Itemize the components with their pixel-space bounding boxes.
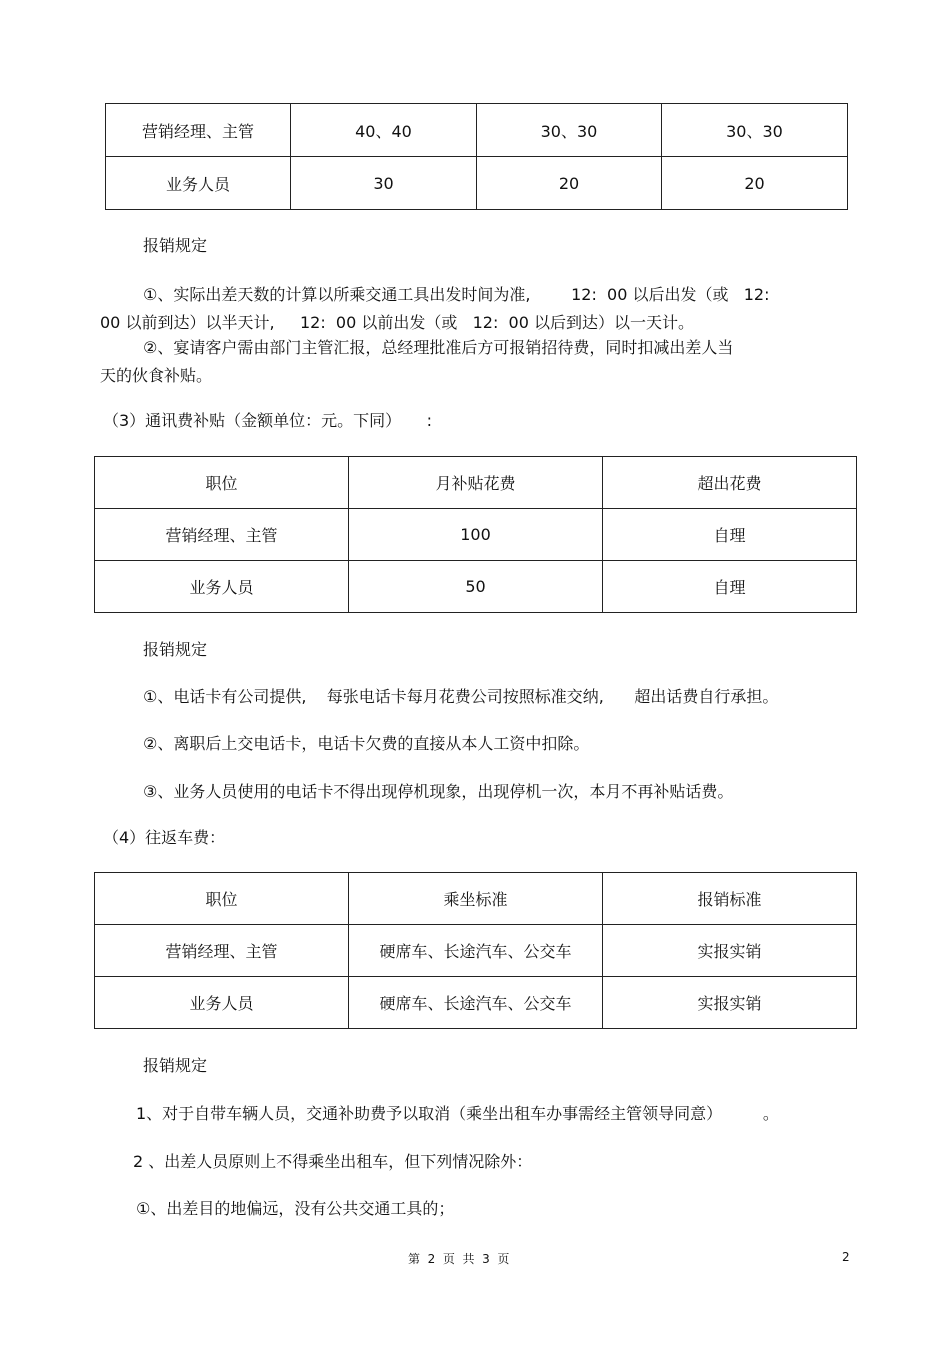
table-cell: 30 <box>291 157 477 210</box>
paragraph-line: ②、宴请客户需由部门主管汇报，总经理批准后方可报销招待费，同时扣减出差人当 <box>143 338 734 357</box>
table-cell: 营销经理、主管 <box>95 509 349 561</box>
paragraph-line: 2 、出差人员原则上不得乘坐出租车，但下列情况除外： <box>133 1152 533 1171</box>
table-cell: 营销经理、主管 <box>95 925 349 977</box>
table-header-cell: 职位 <box>95 457 349 509</box>
table-cell: 30、30 <box>477 104 662 157</box>
table-cell: 业务人员 <box>95 977 349 1029</box>
table-cell: 业务人员 <box>106 157 291 210</box>
table-cell: 实报实销 <box>603 977 857 1029</box>
paragraph-line: 1、对于自带车辆人员，交通补助费予以取消（乘坐出租车办事需经主管领导同意） 。 <box>136 1104 779 1123</box>
table-cell: 硬席车、长途汽车、公交车 <box>349 977 603 1029</box>
table-row <box>106 157 848 210</box>
table-cell: 100 <box>349 509 603 561</box>
paragraph-line: ②、离职后上交电话卡，电话卡欠费的直接从本人工资中扣除。 <box>143 734 590 753</box>
table-cell: 营销经理、主管 <box>106 104 291 157</box>
table-cell: 自理 <box>603 561 857 613</box>
section-heading: 报销规定 <box>143 1056 208 1075</box>
travel-allowance-table-continued <box>105 103 848 210</box>
table-cell: 实报实销 <box>603 925 857 977</box>
table-cell: 40、40 <box>291 104 477 157</box>
communication-allowance-table <box>94 456 857 613</box>
table-header-row <box>95 873 857 925</box>
table-cell: 20 <box>477 157 662 210</box>
table-header-cell: 职位 <box>95 873 349 925</box>
page-number: 2 <box>842 1250 850 1264</box>
table-row <box>95 977 857 1029</box>
section-title: （4）往返车费： <box>103 828 226 847</box>
section-heading: 报销规定 <box>143 640 208 659</box>
table-header-row <box>95 457 857 509</box>
table-cell: 30、30 <box>662 104 848 157</box>
paragraph-line: ①、出差目的地偏远，没有公共交通工具的； <box>136 1199 455 1218</box>
paragraph-line: ①、电话卡有公司提供, 每张电话卡每月花费公司按照标准交纳, 超出话费自行承担。 <box>143 687 779 706</box>
table-cell: 20 <box>662 157 848 210</box>
paragraph-line: ①、实际出差天数的计算以所乘交通工具出发时间为准, 12: 00 以后出发（或 12: <box>143 285 770 304</box>
table-header-cell: 月补贴花费 <box>349 457 603 509</box>
section-heading: 报销规定 <box>143 236 208 255</box>
table-cell: 自理 <box>603 509 857 561</box>
table-header-cell: 报销标准 <box>603 873 857 925</box>
table-row <box>106 104 848 157</box>
table-cell: 50 <box>349 561 603 613</box>
table-cell: 业务人员 <box>95 561 349 613</box>
paragraph-line: 天的伙食补贴。 <box>100 366 213 385</box>
table-cell: 硬席车、长途汽车、公交车 <box>349 925 603 977</box>
section-title: （3）通讯费补贴（金额单位：元。下同） : <box>103 411 433 430</box>
round-trip-fare-table <box>94 872 857 1029</box>
table-header-cell: 乘坐标准 <box>349 873 603 925</box>
paragraph-line: ③、业务人员使用的电话卡不得出现停机现象，出现停机一次，本月不再补贴话费。 <box>143 782 734 801</box>
table-row <box>95 509 857 561</box>
table-row <box>95 561 857 613</box>
table-row <box>95 925 857 977</box>
table-header-cell: 超出花费 <box>603 457 857 509</box>
page-footer: 第 2 页 共 3 页 <box>408 1252 510 1266</box>
paragraph-line: 00 以前到达）以半天计, 12: 00 以前出发（或 12: 00 以后到达）以一天计。 <box>100 313 694 332</box>
